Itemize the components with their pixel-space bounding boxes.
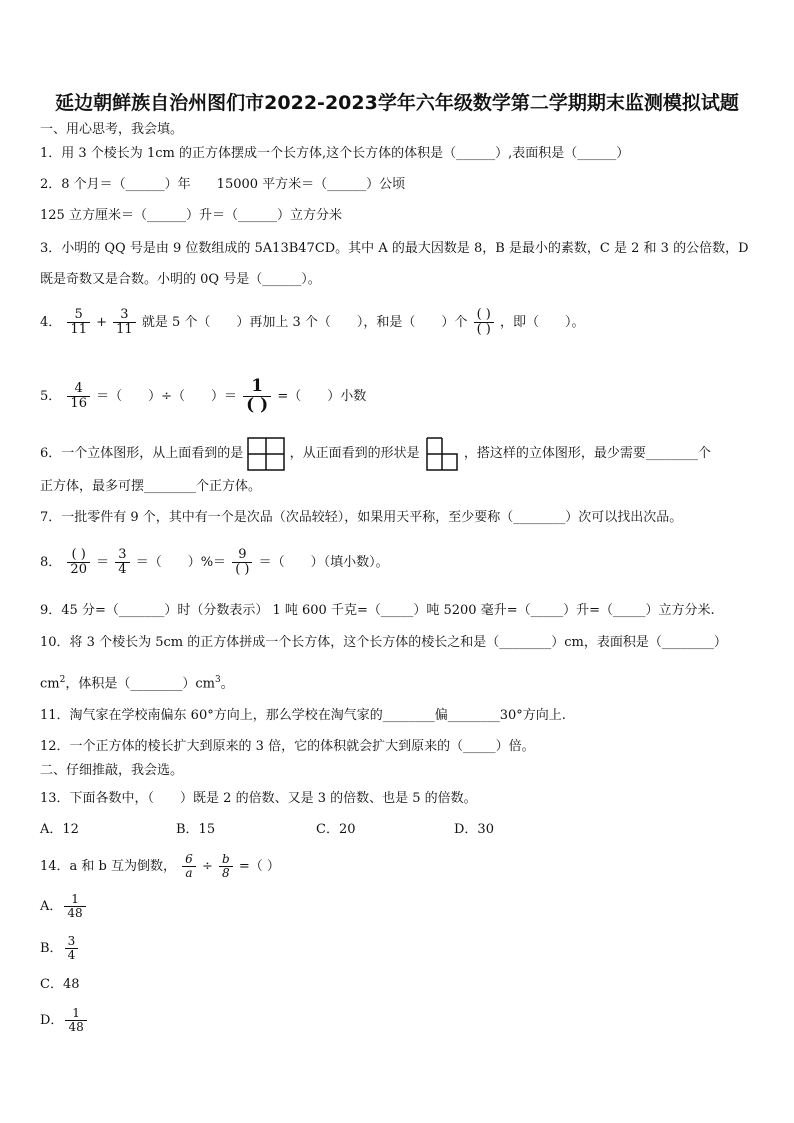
question-13-options	[40, 820, 640, 840]
fraction: $\frac{3}{11}$	[113, 308, 136, 336]
question-1: 1．用 3 个棱长为 1cm 的正方体摆成一个长方体,这个长方体的体积是（______）,表面积是（______）	[40, 146, 630, 161]
question-number: 8．	[40, 555, 62, 570]
question-10-line-1: 10．将 3 个棱长为 5cm 的正方体拼成一个长方体，这个长方体的棱长之和是（________）cm，表面积是（________）	[40, 635, 727, 650]
plus-sign: +	[96, 315, 108, 330]
question-text: ，搭这样的立体图形，最少需要________个	[463, 446, 711, 461]
option-label: B．	[40, 941, 63, 956]
fraction: $\frac{5}{11}$	[67, 308, 90, 336]
equals-sign: ＝	[96, 555, 110, 570]
question-8	[40, 544, 389, 582]
option-label: A．	[40, 899, 63, 914]
option-label: D．	[40, 1013, 64, 1028]
question-2-line-1: 2．8 个月＝（______）年 15000 平方米＝（______）公顷	[40, 177, 406, 192]
blank-fraction: $\frac{( )}{20}$	[67, 548, 90, 576]
option-c[interactable]: C．20	[316, 822, 356, 837]
top-view-grid-icon	[247, 437, 285, 471]
superscript: 2	[59, 675, 66, 685]
option-b[interactable]	[40, 932, 80, 966]
question-9: 9．45 分=（_______）时（分数表示） 1 吨 600 千克=（_____）吨 5200 毫升=（_____）升=（_____）立方分米.	[40, 603, 715, 618]
fraction: $\frac{4}{16}$	[67, 382, 90, 410]
question-text: ＝（ ）÷（ ）＝	[96, 388, 238, 404]
question-6-line-1	[40, 436, 711, 472]
question-number: 5．	[40, 388, 62, 404]
question-text: 就是 5 个（ ）再加上 3 个（ ），和是（ ）个	[141, 315, 468, 330]
question-text: =（ ）	[238, 859, 280, 874]
blank-fraction: $\frac{1}{( )}$	[243, 378, 271, 415]
question-text: ＝（ ）（填小数）。	[258, 555, 389, 570]
question-3-line-1: 3．小明的 QQ 号是由 9 位数组成的 5A13B47CD。其中 A 的最大因数是 8，B 是最小的素数，C 是 2 和 3 的公倍数，D	[40, 241, 749, 256]
question-14	[40, 850, 280, 884]
option-b[interactable]: B．15	[176, 822, 216, 837]
question-text: 14．a 和 b 互为倒数，	[40, 859, 177, 874]
option-a[interactable]: A．12	[40, 822, 79, 837]
fraction: $\frac{1}{48}$	[64, 893, 85, 919]
question-11: 11．淘气家在学校南偏东 60°方向上，那么学校在淘气家的________偏________30°方向上.	[40, 708, 566, 723]
question-text: ，即（ ）。	[499, 315, 585, 330]
unit: cm	[40, 676, 60, 692]
fraction: $\frac{3}{4}$	[65, 935, 79, 961]
question-5	[40, 378, 366, 415]
section-heading-1: 一、用心思考，我会填。	[40, 122, 184, 137]
fraction: $\frac{6}{a}$	[182, 853, 196, 879]
fraction: $\frac{1}{48}$	[65, 1007, 86, 1033]
question-2-line-2: 125 立方厘米＝（______）升＝（______）立方分米	[40, 208, 342, 223]
blank-fraction: $\frac{( )}{( )}$	[474, 308, 494, 336]
question-text: ＝（ ）%＝	[135, 555, 227, 570]
question-6-line-2: 正方体，最多可摆________个正方体。	[40, 479, 262, 494]
question-12: 12．一个正方体的棱长扩大到原来的 3 倍，它的体积就会扩大到原来的（_____）倍。	[40, 739, 535, 754]
question-text: ，从正面看到的形状是	[289, 446, 420, 461]
question-13: 13．下面各数中，（ ）既是 2 的倍数、又是 3 的倍数、也是 5 的倍数。	[40, 791, 477, 806]
superscript: 3	[214, 675, 221, 685]
option-c[interactable]: C．48	[40, 977, 80, 992]
fraction: $\frac{b}{8}$	[219, 853, 233, 879]
front-view-shape-icon	[424, 437, 460, 471]
question-text: ，体积是（________）cm	[65, 676, 215, 692]
question-7: 7．一批零件有 9 个，其中有一个是次品（次品较轻），如果用天平称，至少要称（________）次可以找出次品。	[40, 510, 683, 525]
question-text: 6．一个立体图形，从上面看到的是	[40, 446, 244, 461]
section-heading-2: 二、仔细推敲，我会选。	[40, 763, 184, 778]
option-a[interactable]	[40, 890, 88, 924]
question-text: 。	[220, 676, 234, 692]
question-text: =（ ）小数	[277, 388, 367, 404]
question-3-line-2: 既是奇数又是合数。小明的 0Q 号是（______）。	[40, 272, 321, 287]
page-title: 延边朝鲜族自治州图们市2022-2023学年六年级数学第二学期期末监测模拟试题	[55, 92, 739, 114]
question-10-line-2	[40, 670, 234, 694]
option-d[interactable]	[40, 1004, 89, 1038]
divide-sign: ÷	[201, 859, 213, 874]
fraction: $\frac{3}{4}$	[115, 548, 129, 576]
question-number: 4．	[40, 315, 62, 330]
question-4	[40, 305, 585, 341]
option-d[interactable]: D．30	[454, 822, 494, 837]
blank-fraction: $\frac{9}{( )}$	[232, 548, 252, 576]
